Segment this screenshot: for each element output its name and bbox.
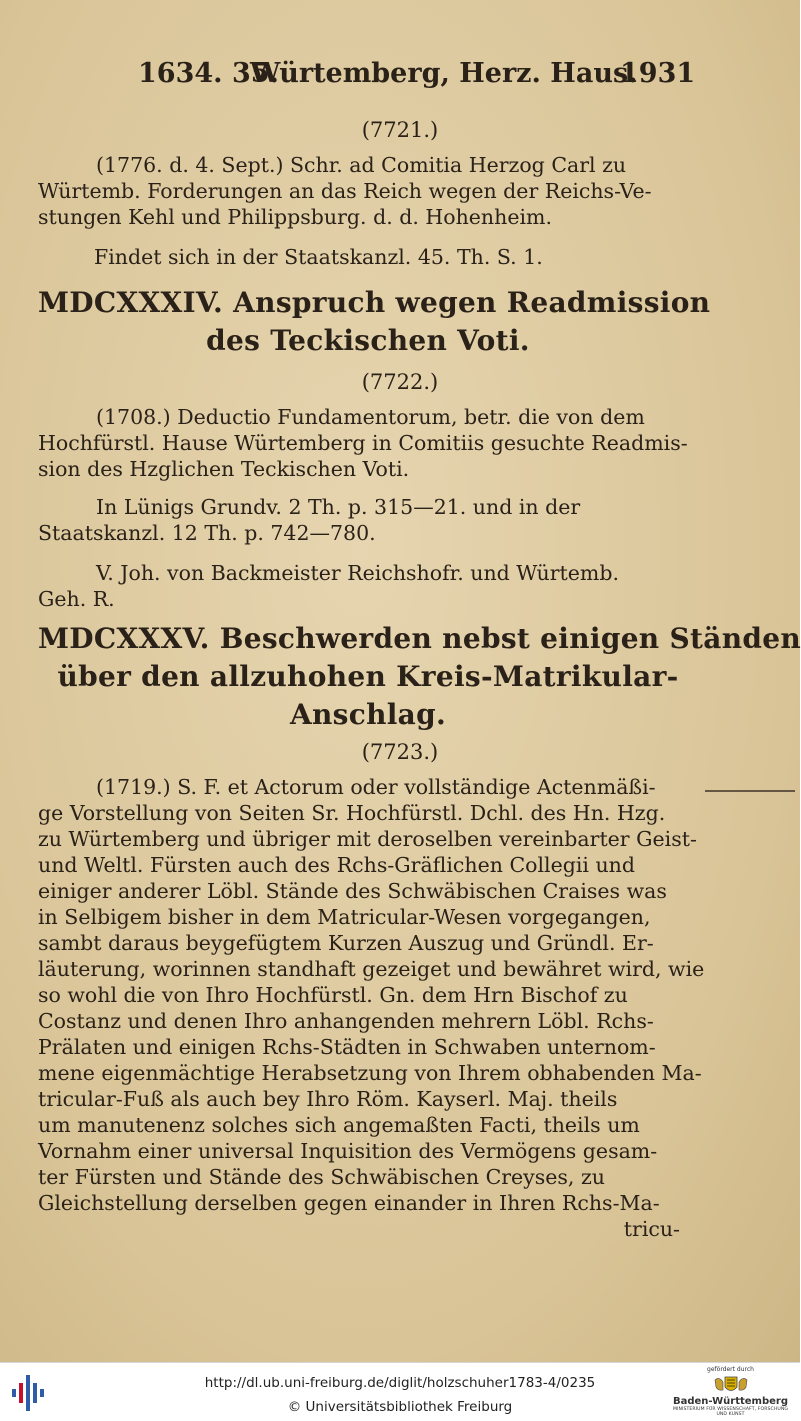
text-line: sambt daraus beygefügtem Kurzen Auszug und Gründl. Er- — [38, 931, 654, 955]
text-line: Gleichstellung derselben gegen einander in Ihren Rchs-Ma- — [38, 1191, 660, 1215]
text-line: mene eigenmächtige Herabsetzung von Ihrem obhabenden Ma- — [38, 1061, 702, 1085]
sponsor-block — [668, 1365, 793, 1419]
entry-note — [38, 560, 688, 612]
sponsor-caption: gefördert durch — [707, 1366, 754, 1373]
heading-line: Anschlag. — [289, 698, 447, 731]
permalink-url[interactable]: http://dl.ub.uni-freiburg.de/diglit/holzschuher1783-4/0235 — [204, 1375, 596, 1391]
text-line: Staatskanzl. 12 Th. p. 742—780. — [38, 521, 376, 545]
text-line: ge Vorstellung von Seiten Sr. Hochfürstl. Dchl. des Hn. Hzg. — [38, 801, 666, 825]
text-line: Würtemb. Forderungen an das Reich wegen der Reichs-Ve- — [38, 179, 652, 203]
text-line: V. Joh. von Backmeister Reichshofr. und Würtemb. — [96, 561, 619, 585]
entry-note — [38, 494, 688, 546]
entry-text — [38, 152, 688, 230]
text-line: zu Würtemberg und übriger mit deroselben vereinbarter Geist- — [38, 827, 697, 851]
entry-number: (7722.) — [361, 370, 439, 394]
text-line: tricular-Fuß als auch bey Ihro Röm. Kayserl. Maj. theils — [38, 1087, 618, 1111]
text-line: und Weltl. Fürsten auch des Rchs-Gräflichen Collegii und — [38, 853, 635, 877]
section-heading — [38, 284, 711, 360]
entry-text — [38, 774, 705, 1242]
text-line: (1708.) Deductio Fundamentorum, betr. die von dem — [96, 405, 645, 429]
running-header — [0, 52, 800, 92]
text-line: Hochfürstl. Hause Würtemberg in Comitiis gesuchte Readmis- — [38, 431, 688, 455]
heading-line: MDCXXXV. Beschwerden nebst einigen Ständen — [38, 622, 801, 655]
text-line: einiger anderer Löbl. Stände des Schwäbischen Craises was — [38, 879, 667, 903]
text-line: (1719.) S. F. et Actorum oder vollständige Actenmäßi- — [96, 775, 656, 799]
heading-line: über den allzuhohen Kreis-Matrikular- — [57, 660, 679, 693]
sponsor-ministry: MINISTERIUM FÜR WISSENSCHAFT, FORSCHUNG UND KUNST — [672, 1407, 789, 1417]
section-heading — [38, 620, 801, 734]
catchword: tricu- — [623, 1217, 680, 1241]
text-line: läuterung, worinnen standhaft gezeiget und bewähret wird, wie — [38, 957, 705, 981]
viewer-footer — [0, 1362, 800, 1421]
entry-number: (7723.) — [361, 740, 439, 764]
entry-number: (7721.) — [361, 118, 439, 142]
copyright-notice: © Universitätsbibliothek Freiburg — [287, 1399, 513, 1415]
page-number: 1931 — [620, 58, 696, 89]
text-line: Geh. R. — [38, 587, 115, 611]
text-line: sion des Hzglichen Teckischen Voti. — [38, 457, 410, 481]
coat-of-arms-icon — [711, 1374, 751, 1396]
text-line: Prälaten und einigen Rchs-Städten in Schwaben unternom- — [38, 1035, 656, 1059]
text-line: Findet sich in der Staatskanzl. 45. Th. S. 1. — [94, 245, 543, 269]
text-line: ter Fürsten und Stände des Schwäbischen Creyses, zu — [38, 1165, 605, 1189]
running-title: Würtemberg, Herz. Haus. — [250, 58, 638, 89]
entry-note — [38, 244, 688, 270]
sponsor-name: Baden-Württemberg — [672, 1396, 788, 1407]
text-line: Costanz und denen Ihro anhangenden mehrern Löbl. Rchs- — [38, 1009, 654, 1033]
text-line: In Lünigs Grundv. 2 Th. p. 315—21. und in der — [96, 495, 581, 519]
heading-line: des Teckischen Voti. — [206, 324, 530, 357]
heading-line: MDCXXXIV. Anspruch wegen Readmission — [38, 286, 711, 319]
entry-text — [38, 404, 688, 482]
text-line: in Selbigem bisher in dem Matricular-Wesen vorgegangen, — [38, 905, 651, 929]
section-numbers: 1634. 35. — [138, 58, 279, 89]
margin-pencil-mark — [705, 790, 795, 792]
text-line: Vornahm einer universal Inquisition des Vermögens gesam- — [38, 1139, 658, 1163]
text-line: um manutenenz solches sich angemaßten Facti, theils um — [38, 1113, 640, 1137]
text-line: stungen Kehl und Philippsburg. d. d. Hohenheim. — [38, 205, 552, 229]
text-line: so wohl die von Ihro Hochfürstl. Gn. dem Hrn Bischof zu — [38, 983, 628, 1007]
text-line: (1776. d. 4. Sept.) Schr. ad Comitia Herzog Carl zu — [96, 153, 627, 177]
